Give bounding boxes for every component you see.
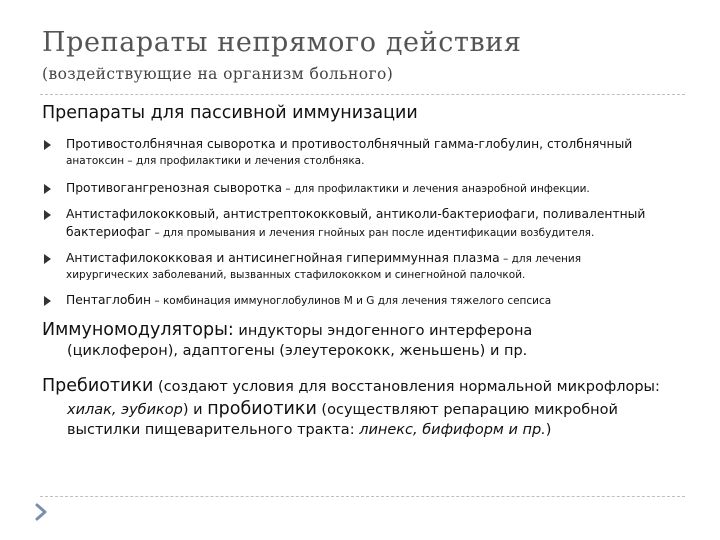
list-item: Антистафилококковая и антисинегнойная гипериммунная плазма – для лечения хирургических заболеваний, вызванных стафилококком и синегнойной палочкой. xyxy=(66,251,582,281)
slide-subtitle: (воздействующие на организм больного) xyxy=(42,65,394,83)
title-divider xyxy=(40,94,685,95)
section-heading: Препараты для пассивной иммунизации xyxy=(42,103,418,123)
footer-divider xyxy=(40,496,685,497)
bullet-arrow-icon xyxy=(44,254,51,264)
slide-title: Препараты непрямого действия xyxy=(42,27,522,58)
list-item: Противостолбнячная сыворотка и противостолбнячный гамма-глобулин, столбнячный анатоксин – для профилактики и лечения столбняка. xyxy=(66,137,633,167)
immunomodulators-paragraph: Иммуномодуляторы: индукторы эндогенного интерферона (циклоферон), адаптогены (элеутерококк, женьшень) и пр. xyxy=(42,320,533,359)
bullet-arrow-icon xyxy=(44,140,51,150)
bullet-arrow-icon xyxy=(44,296,51,306)
list-item: Антистафилококковый, антистрептококковый, антиколи-бактериофаги, поливалентный бактериофаг – для промывания и лечения гнойных ран после идентификации возбудителя. xyxy=(66,207,646,239)
bullet-arrow-icon xyxy=(44,184,51,194)
list-item: Противогангренозная сыворотка – для профилактики и лечения анаэробной инфекции. xyxy=(66,181,590,195)
next-slide-arrow-icon[interactable] xyxy=(34,503,48,521)
bullet-arrow-icon xyxy=(44,210,51,220)
list-item: Пентаглобин – комбинация иммуноглобулинов M и G для лечения тяжелого сепсиса xyxy=(66,293,552,307)
prebiotics-paragraph: Пребиотики (создают условия для восстановления нормальной микрофлоры: хилак, эубикор) и пробиотики (осуществляют репарацию микробной выстилки пищеварительного тракта: линекс, бифиформ и пр.) xyxy=(42,376,660,438)
